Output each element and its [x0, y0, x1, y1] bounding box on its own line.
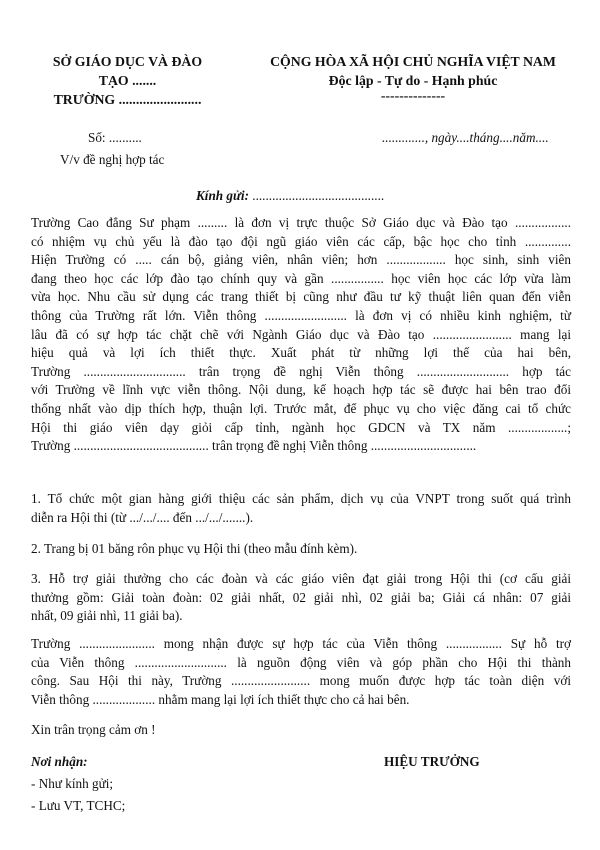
recipient-item: - Như kính gửi; — [31, 776, 114, 791]
body-line: hiệu quả và lợi ích thiết thực. Xuất phát từ những lợi thế của hai bên, — [31, 345, 571, 361]
signature-title: HIỆU TRƯỞNG — [384, 754, 480, 769]
recipient-label: Kính gửi: — [196, 188, 249, 203]
closing-line: Viễn thông ................... nhằm mang lại lợi ích thiết thực cho cả hai bên. — [31, 691, 410, 707]
item-line: nhất, 09 giải nhì, 11 giải ba). — [31, 608, 183, 624]
national-header-block — [248, 52, 578, 102]
recipient-value: ........................................ — [248, 188, 385, 203]
body-line: Trường ............................... trân trọng đề nghị Viễn thông ............................ hợp tác — [31, 363, 571, 379]
item-line: 2. Trang bị 01 băng rôn phục vụ Hội thi (theo mẫu đính kèm). — [31, 541, 358, 556]
body-line: thống nhất vào dịp thích hợp, thuận lợi. Trước mắt, để phục vụ cho việc đăng cai tổ chức — [31, 400, 571, 416]
item-line: 1. Tổ chức một gian hàng giới thiệu các sản phẩm, dịch vụ của VNPT trong suốt quá trình — [31, 491, 571, 506]
thanks-line: Xin trân trọng cảm ơn ! — [31, 722, 156, 737]
item-line: 3. Hỗ trợ giải thưởng cho các đoàn và các giáo viên đạt giải trong Hội thi (cơ cấu giải — [31, 571, 571, 586]
national-motto: Độc lập - Tự do - Hạnh phúc — [328, 73, 498, 88]
closing-line: Trường ....................... mong nhận được sự hợp tác của Viễn thông ................. Sự hỗ trợ — [31, 636, 571, 651]
closing-line: công. Sau Hội thi này, Trường ........................ mong muốn được hợp tác toàn diện với — [31, 673, 571, 689]
body-line: lâu đã có sự hợp tác chặt chẽ với Ngành Giáo dục và Đào tạo ........................ mang lại — [31, 326, 571, 342]
closing-line: của Viễn thông ............................ là nguồn động viên và góp phần cho Hội thi thành — [31, 654, 571, 670]
closing-paragraph — [31, 635, 571, 709]
item-line: diễn ra Hội thi (từ .../.../.... đến .../.../.......). — [31, 509, 254, 525]
country-name: CỘNG HÒA XÃ HỘI CHỦ NGHĨA VIỆT NAM — [270, 54, 556, 69]
body-paragraph — [31, 214, 571, 456]
date-line: ............., ngày....tháng....năm.... — [382, 130, 549, 145]
body-line: vừa học. Nhu cầu sử dụng các trang thiết bị cũng như đầu tư kỹ thuật liên quan đến viễn — [31, 289, 571, 305]
body-line: Hội thi giáo viên dạy giỏi cấp tỉnh, ngành học GDCN và TX năm ..................; — [31, 419, 571, 435]
request-item-3 — [31, 570, 571, 626]
school-name: TRƯỜNG ........................ — [53, 92, 202, 107]
body-line: Hiện Trường có ..... cán bộ, giảng viên, nhân viên; hơn .................. học sinh, sinh viên — [31, 252, 571, 268]
request-item-2 — [31, 540, 571, 559]
recipients-label: Nơi nhận: — [31, 754, 88, 769]
body-line: thông của Trường rất lớn. Viễn thông ......................... là đơn vị có nhiều kinh nghiệm, từ — [31, 307, 571, 323]
body-line: đang theo học các lớp đào tạo chính quy và gần ................ học viên học các lớp vừa làm — [31, 270, 571, 286]
issuing-authority-block — [20, 52, 235, 109]
motto-underline: -------------- — [380, 88, 446, 103]
body-line: có nhiệm vụ chủ yếu là đào tạo đội ngũ giáo viên các cấp, bậc học cho tỉnh .............. — [31, 233, 571, 249]
request-item-1 — [31, 490, 571, 527]
item-line: thưởng gồm: Giải toàn đoàn: 02 giải nhất, 02 giải nhì, 02 giải ba; Giải cá nhân: 07 giải — [31, 589, 571, 605]
document-number: Số: .......... — [88, 130, 142, 145]
recipient-line — [196, 188, 384, 204]
recipient-item: - Lưu VT, TCHC; — [31, 798, 126, 813]
department-line-1: SỞ GIÁO DỤC VÀ ĐÀO — [52, 54, 203, 69]
body-line: Trường ......................................... trân trọng đề nghị Viễn thông ................................ — [31, 438, 477, 454]
department-line-2: TẠO ....... — [98, 73, 157, 88]
body-line: Trường Cao đẳng Sư phạm ......... là đơn vị trực thuộc Sở Giáo dục và Đào tạo ................. — [31, 215, 571, 230]
body-line: với Trường về lĩnh vực viễn thông. Nội dung, kế hoạch hợp tác sẽ được hai bên trao đổi — [31, 382, 571, 398]
document-subject: V/v đề nghị hợp tác — [60, 152, 165, 167]
